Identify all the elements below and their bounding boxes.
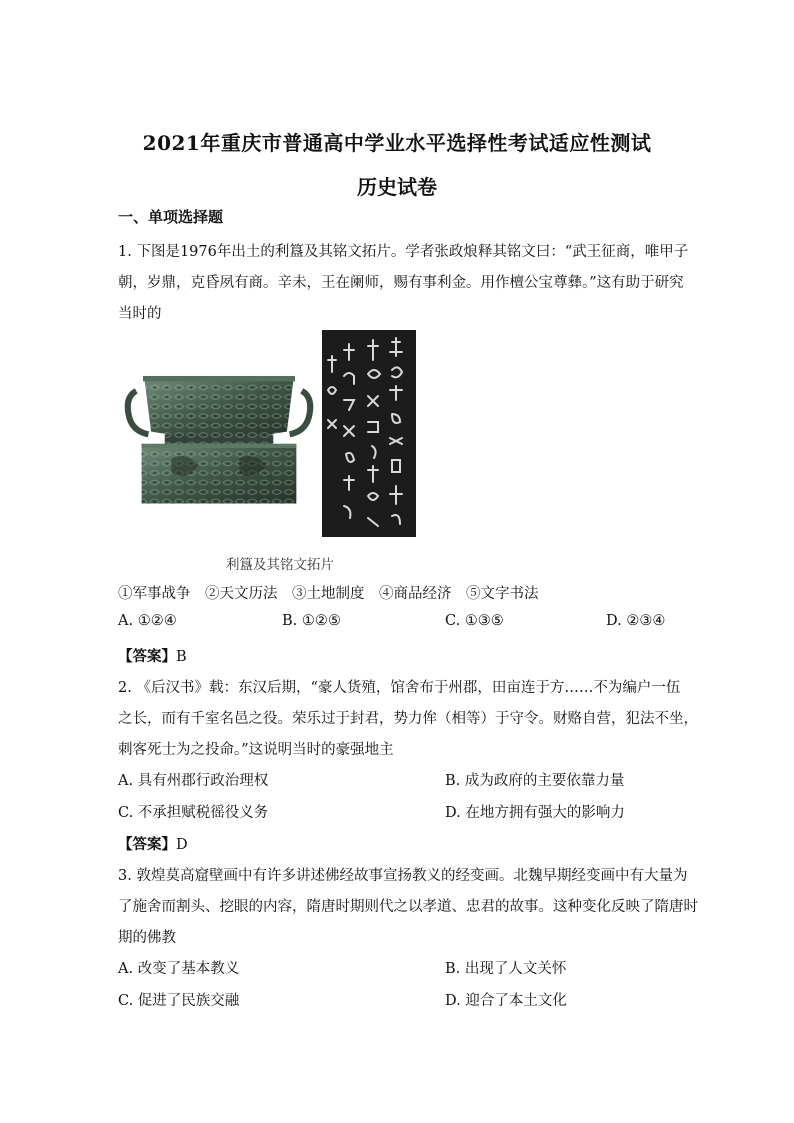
q3-option-d: D. 迎合了本土文化	[445, 993, 567, 1009]
exam-title: 2021年重庆市普通高中学业水平选择性考试适应性测试	[142, 131, 652, 155]
q3-option-b: B. 出现了人文关怀	[445, 961, 567, 977]
q1-line-2: 朝，岁鼎，克昏夙有商。辛未，王在阑师，赐有事利金。用作檀公宝尊彝。”这有助于研究	[118, 275, 684, 291]
q1-answer-value: B	[176, 649, 187, 665]
q2-line-2: 之长，而有千室名邑之役。荣乐过于封君，势力侔（相等）于守令。财赂自营，犯法不坐，	[118, 711, 698, 727]
q1-line-3: 当时的	[118, 306, 162, 322]
q2-line-3: 刺客死士为之投命。”这说明当时的豪强地主	[118, 742, 394, 758]
q3-line-1: 3. 敦煌莫高窟壁画中有许多讲述佛经故事宣扬教义的经变画。北魏早期经变画中有大量为	[118, 868, 688, 884]
q3-line-2: 了施舍而割头、挖眼的内容，隋唐时期则代之以孝道、忠君的故事。这种变化反映了隋唐时	[118, 899, 698, 915]
q1-option-a: A. ①②④	[118, 613, 177, 629]
q2-option-d: D. 在地方拥有强大的影响力	[445, 805, 625, 821]
q2-option-b: B. 成为政府的主要依靠力量	[445, 773, 625, 789]
q3-option-a: A. 改变了基本教义	[118, 961, 240, 977]
q2-line-1: 2. 《后汉书》载：东汉后期，“豪人货殖，馆舍布于州郡，田亩连于方……不为编户一伍	[118, 680, 681, 696]
q1-option-c: C. ①③⑤	[445, 613, 504, 629]
q2-option-a: A. 具有州郡行政治理权	[118, 773, 269, 789]
q1-line-1: 1. 下图是1976年出土的利簋及其铭文拓片。学者张政烺释其铭文曰：“武王征商，唯甲子	[118, 244, 689, 260]
figure-caption: 利簋及其铭文拓片	[226, 557, 334, 573]
q2-option-c: C. 不承担赋税徭役义务	[118, 805, 269, 821]
q1-answer-label: 【答案】	[118, 648, 176, 665]
q2-answer	[118, 833, 188, 854]
q1-answer	[118, 645, 187, 666]
q2-answer-label: 【答案】	[118, 836, 176, 853]
q3-option-c: C. 促进了民族交融	[118, 993, 240, 1009]
q1-option-b: B. ①②⑤	[282, 613, 341, 629]
q2-answer-value: D	[176, 837, 188, 853]
inscription-rubbing-image	[322, 330, 416, 537]
q1-statements: ①军事战争 ②天文历法 ③土地制度 ④商品经济 ⑤文字书法	[118, 586, 539, 602]
q1-option-d: D. ②③④	[606, 613, 666, 629]
section-heading: 一、单项选择题	[118, 208, 224, 226]
q3-line-3: 期的佛教	[118, 930, 176, 946]
li-gui-bronze-vessel-image	[124, 330, 314, 540]
exam-subtitle: 历史试卷	[357, 175, 437, 199]
